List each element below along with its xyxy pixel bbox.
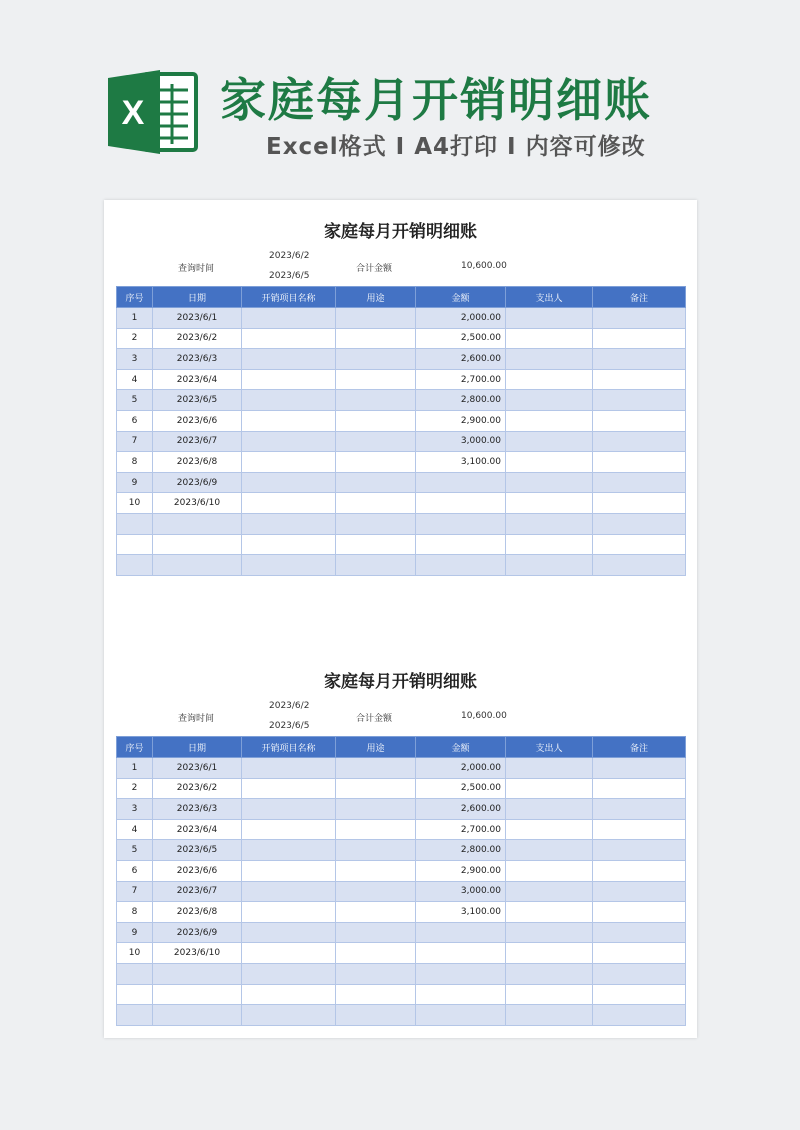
cell-note[interactable] [593, 1005, 686, 1026]
cell-item[interactable] [242, 758, 336, 779]
cell-date[interactable]: 2023/6/3 [153, 799, 242, 820]
cell-item[interactable] [242, 493, 336, 514]
cell-use[interactable] [336, 819, 416, 840]
cell-item[interactable] [242, 472, 336, 493]
cell-note[interactable] [593, 349, 686, 370]
cell-item[interactable] [242, 943, 336, 964]
column-header: 用途 [336, 287, 416, 308]
cell-date[interactable]: 2023/6/4 [153, 819, 242, 840]
total-amount-value: 10,600.00 [461, 711, 507, 721]
cell-payer[interactable] [506, 963, 593, 984]
cell-no[interactable]: 5 [117, 390, 153, 411]
cell-amount[interactable]: 2,500.00 [416, 328, 506, 349]
expense-table [116, 736, 686, 1026]
cell-date[interactable] [153, 555, 242, 576]
cell-payer[interactable] [506, 534, 593, 555]
cell-note[interactable] [593, 308, 686, 329]
excel-logo-icon [104, 64, 200, 160]
cell-use[interactable] [336, 308, 416, 329]
cell-item[interactable] [242, 860, 336, 881]
table-row [117, 452, 686, 473]
table-row [117, 308, 686, 329]
cell-date[interactable] [153, 534, 242, 555]
cell-no[interactable]: 1 [117, 308, 153, 329]
cell-amount[interactable] [416, 1005, 506, 1026]
cell-date[interactable]: 2023/6/8 [153, 902, 242, 923]
cell-payer[interactable] [506, 840, 593, 861]
cell-date[interactable] [153, 1005, 242, 1026]
cell-item[interactable] [242, 369, 336, 390]
cell-item[interactable] [242, 534, 336, 555]
cell-no[interactable]: 3 [117, 349, 153, 370]
cell-use[interactable] [336, 431, 416, 452]
cell-amount[interactable] [416, 472, 506, 493]
table-row [117, 984, 686, 1005]
cell-date[interactable]: 2023/6/10 [153, 943, 242, 964]
ledger [116, 650, 685, 1026]
cell-item[interactable] [242, 431, 336, 452]
cell-no[interactable]: 10 [117, 493, 153, 514]
cell-note[interactable] [593, 328, 686, 349]
cell-payer[interactable] [506, 369, 593, 390]
cell-amount[interactable]: 2,700.00 [416, 369, 506, 390]
banner-title: 家庭每月开销明细账 [220, 73, 652, 127]
cell-item[interactable] [242, 308, 336, 329]
cell-payer[interactable] [506, 328, 593, 349]
table-row [117, 922, 686, 943]
cell-date[interactable]: 2023/6/4 [153, 369, 242, 390]
cell-item[interactable] [242, 902, 336, 923]
table-row [117, 1005, 686, 1026]
column-header: 用途 [336, 737, 416, 758]
cell-no[interactable]: 10 [117, 943, 153, 964]
cell-date[interactable]: 2023/6/1 [153, 308, 242, 329]
column-header: 序号 [117, 287, 153, 308]
query-date-start[interactable]: 2023/6/2 [269, 701, 310, 711]
cell-no[interactable] [117, 1005, 153, 1026]
cell-use[interactable] [336, 963, 416, 984]
cell-use[interactable] [336, 943, 416, 964]
cell-date[interactable]: 2023/6/2 [153, 328, 242, 349]
table-row [117, 758, 686, 779]
ledger-title: 家庭每月开销明细账 [324, 672, 477, 692]
cell-amount[interactable]: 2,500.00 [416, 778, 506, 799]
cell-payer[interactable] [506, 1005, 593, 1026]
cell-no[interactable]: 4 [117, 369, 153, 390]
query-info [116, 246, 685, 286]
cell-use[interactable] [336, 369, 416, 390]
table-row [117, 369, 686, 390]
cell-no[interactable]: 8 [117, 902, 153, 923]
cell-no[interactable]: 4 [117, 819, 153, 840]
column-header: 序号 [117, 737, 153, 758]
cell-note[interactable] [593, 493, 686, 514]
cell-no[interactable]: 9 [117, 472, 153, 493]
table-row [117, 390, 686, 411]
column-header: 备注 [593, 287, 686, 308]
column-header: 支出人 [506, 737, 593, 758]
cell-payer[interactable] [506, 431, 593, 452]
cell-amount[interactable]: 2,900.00 [416, 860, 506, 881]
cell-use[interactable] [336, 534, 416, 555]
cell-no[interactable]: 7 [117, 431, 153, 452]
cell-item[interactable] [242, 778, 336, 799]
cell-amount[interactable]: 2,800.00 [416, 840, 506, 861]
column-header: 日期 [153, 737, 242, 758]
query-info [116, 696, 685, 736]
cell-date[interactable]: 2023/6/7 [153, 431, 242, 452]
table-row [117, 778, 686, 799]
column-header: 开销项目名称 [242, 287, 336, 308]
cell-amount[interactable] [416, 984, 506, 1005]
cell-date[interactable]: 2023/6/3 [153, 349, 242, 370]
table-row [117, 513, 686, 534]
table-row [117, 943, 686, 964]
cell-no[interactable] [117, 555, 153, 576]
cell-no[interactable]: 8 [117, 452, 153, 473]
total-amount-value: 10,600.00 [461, 261, 507, 271]
banner-subtitle: Excel格式 I A4打印 I 内容可修改 [266, 134, 646, 160]
cell-note[interactable] [593, 840, 686, 861]
cell-payer[interactable] [506, 819, 593, 840]
cell-no[interactable] [117, 984, 153, 1005]
cell-note[interactable] [593, 922, 686, 943]
cell-payer[interactable] [506, 984, 593, 1005]
cell-note[interactable] [593, 534, 686, 555]
cell-use[interactable] [336, 513, 416, 534]
cell-no[interactable]: 2 [117, 778, 153, 799]
total-amount-label: 合计金额 [356, 264, 393, 274]
cell-date[interactable]: 2023/6/5 [153, 840, 242, 861]
cell-amount[interactable] [416, 922, 506, 943]
cell-item[interactable] [242, 390, 336, 411]
query-time-label: 查询时间 [178, 264, 215, 274]
cell-use[interactable] [336, 472, 416, 493]
table-header-row [117, 737, 686, 758]
banner [0, 0, 800, 190]
cell-date[interactable]: 2023/6/9 [153, 472, 242, 493]
cell-amount[interactable]: 2,900.00 [416, 410, 506, 431]
cell-date[interactable]: 2023/6/1 [153, 758, 242, 779]
cell-amount[interactable] [416, 943, 506, 964]
query-date-end[interactable]: 2023/6/5 [269, 721, 310, 731]
cell-note[interactable] [593, 778, 686, 799]
cell-amount[interactable]: 2,700.00 [416, 819, 506, 840]
cell-use[interactable] [336, 452, 416, 473]
cell-amount[interactable]: 2,600.00 [416, 799, 506, 820]
expense-table [116, 286, 686, 576]
cell-note[interactable] [593, 984, 686, 1005]
cell-date[interactable]: 2023/6/9 [153, 922, 242, 943]
table-row [117, 410, 686, 431]
cell-note[interactable] [593, 369, 686, 390]
cell-date[interactable]: 2023/6/10 [153, 493, 242, 514]
cell-item[interactable] [242, 452, 336, 473]
cell-item[interactable] [242, 1005, 336, 1026]
cell-no[interactable]: 9 [117, 922, 153, 943]
table-row [117, 902, 686, 923]
cell-note[interactable] [593, 555, 686, 576]
cell-no[interactable]: 3 [117, 799, 153, 820]
cell-use[interactable] [336, 758, 416, 779]
cell-amount[interactable] [416, 513, 506, 534]
table-row [117, 881, 686, 902]
cell-item[interactable] [242, 881, 336, 902]
query-date-start[interactable]: 2023/6/2 [269, 251, 310, 261]
cell-use[interactable] [336, 555, 416, 576]
table-row [117, 860, 686, 881]
query-time-label: 查询时间 [178, 714, 215, 724]
cell-use[interactable] [336, 922, 416, 943]
table-row [117, 799, 686, 820]
cell-amount[interactable]: 3,100.00 [416, 452, 506, 473]
cell-note[interactable] [593, 881, 686, 902]
cell-payer[interactable] [506, 472, 593, 493]
cell-use[interactable] [336, 902, 416, 923]
cell-amount[interactable] [416, 493, 506, 514]
cell-payer[interactable] [506, 390, 593, 411]
cell-no[interactable]: 5 [117, 840, 153, 861]
cell-note[interactable] [593, 902, 686, 923]
cell-payer[interactable] [506, 799, 593, 820]
cell-use[interactable] [336, 390, 416, 411]
cell-note[interactable] [593, 963, 686, 984]
cell-payer[interactable] [506, 308, 593, 329]
cell-item[interactable] [242, 410, 336, 431]
cell-payer[interactable] [506, 758, 593, 779]
table-row [117, 840, 686, 861]
logo-letter: X [121, 94, 145, 132]
cell-amount[interactable]: 2,800.00 [416, 390, 506, 411]
cell-item[interactable] [242, 840, 336, 861]
cell-payer[interactable] [506, 452, 593, 473]
cell-item[interactable] [242, 349, 336, 370]
cell-date[interactable]: 2023/6/5 [153, 390, 242, 411]
cell-use[interactable] [336, 328, 416, 349]
cell-date[interactable]: 2023/6/7 [153, 881, 242, 902]
cell-payer[interactable] [506, 349, 593, 370]
cell-payer[interactable] [506, 860, 593, 881]
cell-date[interactable]: 2023/6/6 [153, 860, 242, 881]
ledger-title: 家庭每月开销明细账 [324, 222, 477, 242]
cell-payer[interactable] [506, 778, 593, 799]
cell-amount[interactable]: 3,000.00 [416, 881, 506, 902]
cell-use[interactable] [336, 349, 416, 370]
cell-amount[interactable] [416, 555, 506, 576]
table-row [117, 431, 686, 452]
cell-item[interactable] [242, 963, 336, 984]
column-header: 备注 [593, 737, 686, 758]
cell-no[interactable] [117, 534, 153, 555]
cell-date[interactable] [153, 963, 242, 984]
cell-use[interactable] [336, 860, 416, 881]
cell-date[interactable] [153, 513, 242, 534]
cell-amount[interactable]: 3,000.00 [416, 431, 506, 452]
cell-payer[interactable] [506, 410, 593, 431]
table-row [117, 349, 686, 370]
column-header: 开销项目名称 [242, 737, 336, 758]
total-amount-label: 合计金额 [356, 714, 393, 724]
cell-amount[interactable]: 3,100.00 [416, 902, 506, 923]
cell-use[interactable] [336, 410, 416, 431]
cell-item[interactable] [242, 328, 336, 349]
table-row [117, 328, 686, 349]
cell-note[interactable] [593, 472, 686, 493]
cell-date[interactable] [153, 984, 242, 1005]
cell-amount[interactable]: 2,000.00 [416, 758, 506, 779]
cell-payer[interactable] [506, 493, 593, 514]
cell-note[interactable] [593, 410, 686, 431]
cell-no[interactable] [117, 963, 153, 984]
cell-no[interactable]: 6 [117, 410, 153, 431]
cell-item[interactable] [242, 513, 336, 534]
cell-no[interactable]: 2 [117, 328, 153, 349]
table-row [117, 963, 686, 984]
cell-item[interactable] [242, 799, 336, 820]
table-row [117, 555, 686, 576]
table-row [117, 472, 686, 493]
cell-no[interactable]: 1 [117, 758, 153, 779]
sheet [104, 200, 697, 1038]
cell-note[interactable] [593, 943, 686, 964]
cell-payer[interactable] [506, 902, 593, 923]
table-row [117, 534, 686, 555]
cell-use[interactable] [336, 1005, 416, 1026]
cell-no[interactable]: 6 [117, 860, 153, 881]
cell-note[interactable] [593, 513, 686, 534]
cell-payer[interactable] [506, 881, 593, 902]
cell-no[interactable]: 7 [117, 881, 153, 902]
cell-payer[interactable] [506, 513, 593, 534]
cell-use[interactable] [336, 778, 416, 799]
cell-amount[interactable] [416, 534, 506, 555]
cell-note[interactable] [593, 390, 686, 411]
cell-note[interactable] [593, 758, 686, 779]
table-header-row [117, 287, 686, 308]
cell-note[interactable] [593, 860, 686, 881]
column-header: 金额 [416, 737, 506, 758]
cell-amount[interactable]: 2,600.00 [416, 349, 506, 370]
cell-use[interactable] [336, 799, 416, 820]
query-date-end[interactable]: 2023/6/5 [269, 271, 310, 281]
cell-date[interactable]: 2023/6/2 [153, 778, 242, 799]
cell-use[interactable] [336, 840, 416, 861]
cell-payer[interactable] [506, 922, 593, 943]
cell-use[interactable] [336, 493, 416, 514]
column-header: 金额 [416, 287, 506, 308]
cell-item[interactable] [242, 984, 336, 1005]
table-row [117, 493, 686, 514]
cell-no[interactable] [117, 513, 153, 534]
column-header: 日期 [153, 287, 242, 308]
cell-note[interactable] [593, 799, 686, 820]
cell-payer[interactable] [506, 555, 593, 576]
cell-use[interactable] [336, 881, 416, 902]
cell-date[interactable]: 2023/6/8 [153, 452, 242, 473]
cell-note[interactable] [593, 431, 686, 452]
cell-amount[interactable] [416, 963, 506, 984]
cell-amount[interactable]: 2,000.00 [416, 308, 506, 329]
cell-payer[interactable] [506, 943, 593, 964]
cell-item[interactable] [242, 819, 336, 840]
cell-date[interactable]: 2023/6/6 [153, 410, 242, 431]
cell-note[interactable] [593, 452, 686, 473]
cell-item[interactable] [242, 922, 336, 943]
column-header: 支出人 [506, 287, 593, 308]
ledger [116, 200, 685, 576]
cell-use[interactable] [336, 984, 416, 1005]
cell-item[interactable] [242, 555, 336, 576]
table-row [117, 819, 686, 840]
cell-note[interactable] [593, 819, 686, 840]
